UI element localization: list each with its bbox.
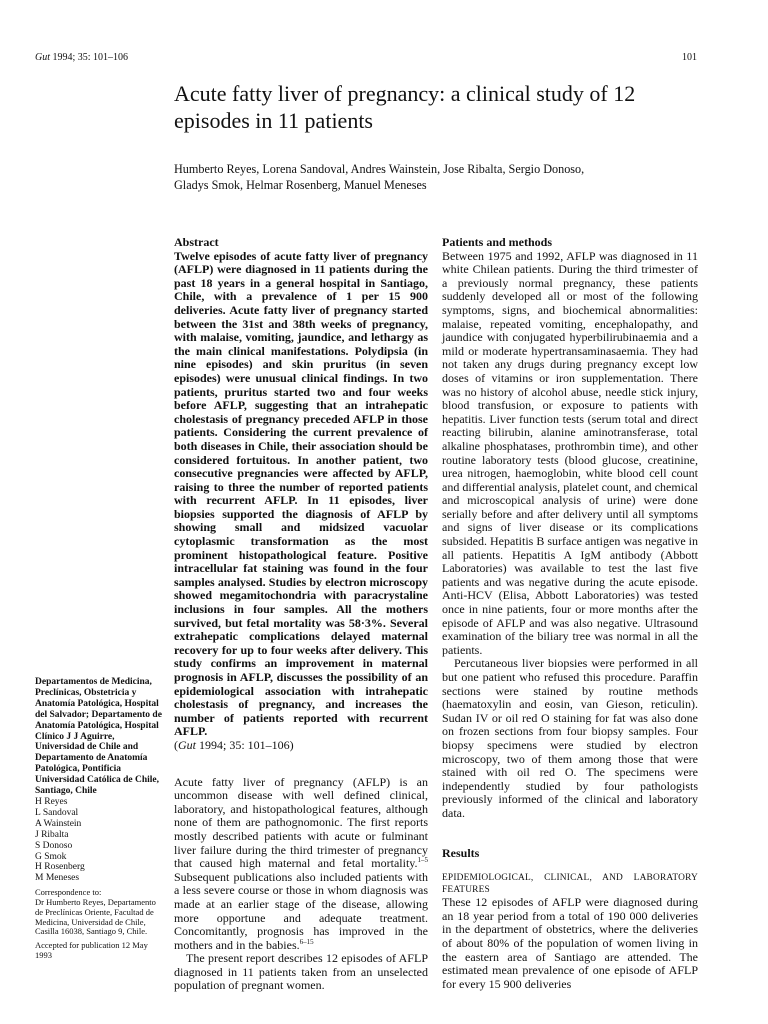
intro-text-a: Acute fatty liver of pregnancy (AFLP) is an uncommon disease with well defined clinical, laboratory, and histopathological features, although none of them are pathognomonic. The first reports mostly described patients with acute or fulminant liver failure during the third trimester of pregnancy that caused high maternal and fetal mortality.	[174, 774, 428, 871]
author-name: J Ribalta	[35, 829, 69, 840]
citation-journal: Gut	[178, 737, 196, 752]
author-name: S Donoso	[35, 840, 73, 851]
author-name: H Rosenberg	[35, 862, 85, 873]
affiliation-institution: Departamentos de Medicina, Preclínicas, Obstetricia y Anatomía Patológica, Hospital del Salvador; Departamento de Anatomía Patológica, Hospital Clínico J J Aguirre, Universidad de Chile and Departamento de Anatomía Patológica, Pontificia Universidad Católica de Chile, Santiago, Chile	[35, 677, 162, 797]
author-name: H Reyes	[35, 796, 68, 807]
results-heading: Results	[442, 845, 480, 860]
abstract-heading: Abstract	[174, 235, 219, 249]
page-number: 101	[682, 52, 697, 63]
abstract-body: Twelve episodes of acute fatty liver of pregnancy (AFLP) were diagnosed in 11 patients during the past 18 years in a general hospital in Santiago, Chile, with a prevalence of 1 per 15 900 deliveries. Acute fatty liver of pregnancy started between the 31st and 38th weeks of pregnancy, with malaise, vomiting, jaundice, and lethargy as the main clinical manifestations. Polydipsia (in nine episodes) and skin pruritus (in seven episodes) were unusual clinical findings. In two patients, pruritus started two and four weeks before AFLP, suggesting that an intrahepatic cholestasis of pregnancy preceded AFLP in those patients. Considering the current prevalence of both diseases in Chile, their association should be considered fortuitous. In another patient, two consecutive pregnancies were affected by AFLP, raising to three the number of reported patients with recurrent AFLP. In 11 episodes, liver biopsies supported the diagnosis of AFLP by showing small and midsized vacuolar cytoplasmic transformation as the most prominent histopathological feature. Positive intracellular fat staining was found in the four samples analysed. Studies by electron microscopy showed megamitochondria with paracrystaline inclusions in four samples. All the mothers survived, but fetal mortality was 58·3%. Several extrahepatic complications delayed maternal recovery for up to four weeks after delivery. This study confirms an improvement in maternal prognosis in AFLP, discusses the possibility of an epidemiological association with intrahepatic cholestasis of pregnancy, and increases the number of patients reported with recurrent AFLP.	[174, 248, 428, 739]
affiliation-sidebar	[35, 677, 163, 961]
title-line-2: episodes in 11 patients	[174, 108, 373, 133]
methods-paragraph-2: Percutaneous liver biopsies were performed in all but one patient who refused this procedure. Paraffin sections were stained by routine methods (haematoxylin and eosin, van Gieson, reticulin). Sudan IV or oil red O staining for fat was also done on frozen sections from four biopsy samples. Four biopsy specimens were studied by electron microscopy, two of them among those that were stained with oil red O. The specimens were independently studied by four pathologists previously informed of the clinical and laboratory data.	[442, 656, 698, 820]
correspondence-address: Dr Humberto Reyes, Departamento de Preclínicas Oriente, Facultad de Medicina, Universidad de Chile, Casilla 16038, Santiago 9, Chile.	[35, 897, 156, 937]
methods-paragraph-1: Between 1975 and 1992, AFLP was diagnosed in 11 white Chilean patients. During the third trimester of a previously normal pregnancy, these patients suddenly developed all or most of the following symptoms, signs, and biochemical abnormalities: malaise, repeated vomiting, encephalopathy, and jaundice with conjugated hyperbilirubinaemia and a mild or moderate hypertransaminasaemia. They had not taken any drugs during pregnancy except low doses of vitamins or iron supplementation. There was no history of alcohol abuse, needle stick injury, blood transfusion, or exposure to patients with hepatitis. Liver function tests (serum total and direct reacting bilirubin, alanine aminotransferase, total alkaline phosphatases, prothrombin time), and other routine laboratory tests (blood glucose, creatinine, urea nitrogen, haemoglobin, white blood cell count and differential analysis, platelet count, and chemical and microscopical analysis of urine) were done serially before and after delivery until all symptoms and signs of liver disease or its complications subsided. Hepatitis B surface antigen was negative in all patients. Hepatitis A IgM antibody (Abbott Laboratories) was available to test the last five patients and was negative during the acute episode. Anti-HCV (Elisa, Abbott Laboratories) was tested once in nine patients, four or more months after the episode of AFLP and was also negative. Ultrasound examination of the biliary tree was normal in all the patients.	[442, 248, 698, 657]
author-name: L Sandoval	[35, 807, 79, 818]
intro-paragraph-1	[174, 776, 428, 953]
title-line-1: Acute fatty liver of pregnancy: a clinical study of 12	[174, 81, 636, 106]
author-name: M Meneses	[35, 873, 80, 884]
authors-line-2: Gladys Smok, Helmar Rosenberg, Manuel Meneses	[174, 178, 427, 192]
abstract-citation	[174, 739, 428, 753]
author-name: A Wainstein	[35, 818, 82, 829]
intro-text-b: Subsequent publications also included patients with a less severe course or those in whom diagnosis was made at an earlier stage of the disease, allowing more opportune and adequate treatment. Concomitantly, prognosis has improved in the mothers and in the babies.	[174, 869, 428, 952]
journal-name: Gut	[35, 52, 50, 63]
journal-reference	[35, 52, 128, 63]
results-paragraph-1: These 12 episodes of AFLP were diagnosed during an 18 year period from a total of 190 000 deliveries in the department of obstetrics, where the deliveries of about 80% of the population of women living in the eastern area of Santiago are attended. The estimated mean prevalence of one episode of AFLP for every 15 900 deliveries	[442, 895, 698, 991]
article-title	[174, 80, 714, 134]
reference-superscript: 1–5	[417, 856, 428, 865]
intro-paragraph-2: The present report describes 12 episodes of AFLP diagnosed in 11 patients taken from an unselected population of pregnant women.	[174, 951, 428, 993]
right-column	[442, 236, 698, 991]
results-subheading: EPIDEMIOLOGICAL, CLINICAL, AND LABORATORY FEATURES	[442, 873, 698, 896]
accepted-date: Accepted for publication 12 May 1993	[35, 940, 148, 960]
authors-line-1: Humberto Reyes, Lorena Sandoval, Andres Wainstein, Jose Ribalta, Sergio Donoso,	[174, 162, 585, 176]
correspondence-label: Correspondence to:	[35, 887, 102, 898]
citation-open: (	[174, 737, 178, 752]
author-name: G Smok	[35, 851, 67, 862]
citation-details: 1994; 35: 101–106)	[196, 737, 294, 752]
left-column	[174, 236, 428, 993]
reference-superscript: 6–15	[299, 937, 314, 946]
author-list	[174, 161, 714, 193]
methods-heading: Patients and methods	[442, 235, 553, 249]
journal-details: 1994; 35: 101–106	[50, 52, 129, 63]
